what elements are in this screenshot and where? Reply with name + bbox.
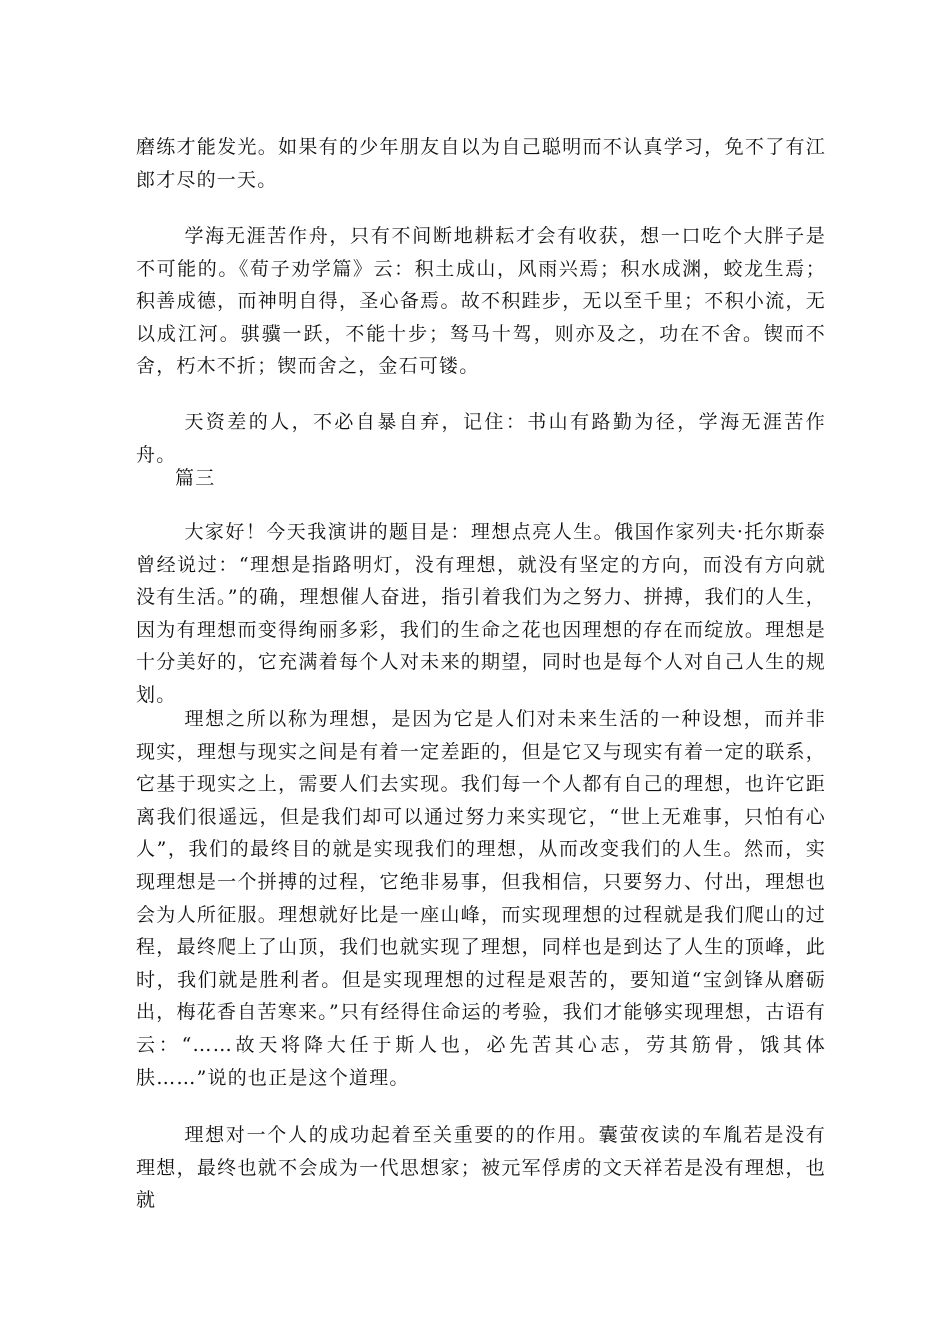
paragraph-ideal-success: 理想对一个人的成功起着至关重要的的作用。囊萤夜读的车胤若是没有理想，最终也就不会成为一代思想家；被元军俘虏的文天祥若是没有理想，也就 (136, 1124, 826, 1212)
paragraph-xuehai: 学海无涯苦作舟，只有不间断地耕耘才会有收获，想一口吃个大胖子是不可能的。《荀子劝学篇》云：积土成山，风雨兴焉；积水成渊，蛟龙生焉；积善成德，而神明自得，圣心备焉。故不积跬步，无以至千里；不积小流，无以成江河。骐骥一跃，不能十步；驽马十驾，则亦及之，功在不舍。锲而不舍，朽木不折；锲而舍之，金石可镂。 (136, 225, 826, 378)
paragraph-speech-intro: 大家好！今天我演讲的题目是：理想点亮人生。俄国作家列夫·托尔斯泰曾经说过：“理想是指路明灯，没有理想，就没有坚定的方向，而没有方向就没有生活。”的确，理想催人奋进，指引着我们为之努力、拼搏，我们的人生，因为有理想而变得绚丽多彩，我们的生命之花也因理想的存在而绽放。理想是十分美好的，它充满着每个人对未来的期望，同时也是每个人对自己人生的规划。 (136, 521, 826, 706)
paragraph-continuation: 磨练才能发光。如果有的少年朋友自以为自己聪明而不认真学习，免不了有江郎才尽的一天。 (136, 136, 826, 191)
paragraph-ideal-reality: 理想之所以称为理想，是因为它是人们对未来生活的一种设想，而并非现实，理想与现实之间是有着一定差距的，但是它又与现实有着一定的联系，它基于现实之上，需要人们去实现。我们每一个人都有自己的理想，也许它距离我们很遥远，但是我们却可以通过努力来实现它，“世上无难事，只怕有心人”，我们的最终目的就是实现我们的理想，从而改变我们的人生。然而，实现理想是一个拼搏的过程，它绝非易事，但我相信，只要努力、付出，理想也会为人所征服。理想就好比是一座山峰，而实现理想的过程就是我们爬山的过程，最终爬上了山顶，我们也就实现了理想，同样也是到达了人生的顶峰，此时，我们就是胜利者。但是实现理想的过程是艰苦的，要知道“宝剑锋从磨砺出，梅花香自苦寒来。”只有经得住命运的考验，我们才能够实现理想，古语有云：“……故天将降大任于斯人也，必先苦其心志，劳其筋骨，饿其体肤……”说的也正是这个道理。 (136, 708, 826, 1089)
section-heading: 篇三 (175, 467, 216, 489)
paragraph-tianzi: 天资差的人，不必自暴自弃，记住：书山有路勤为径，学海无涯苦作舟。 (136, 411, 826, 466)
